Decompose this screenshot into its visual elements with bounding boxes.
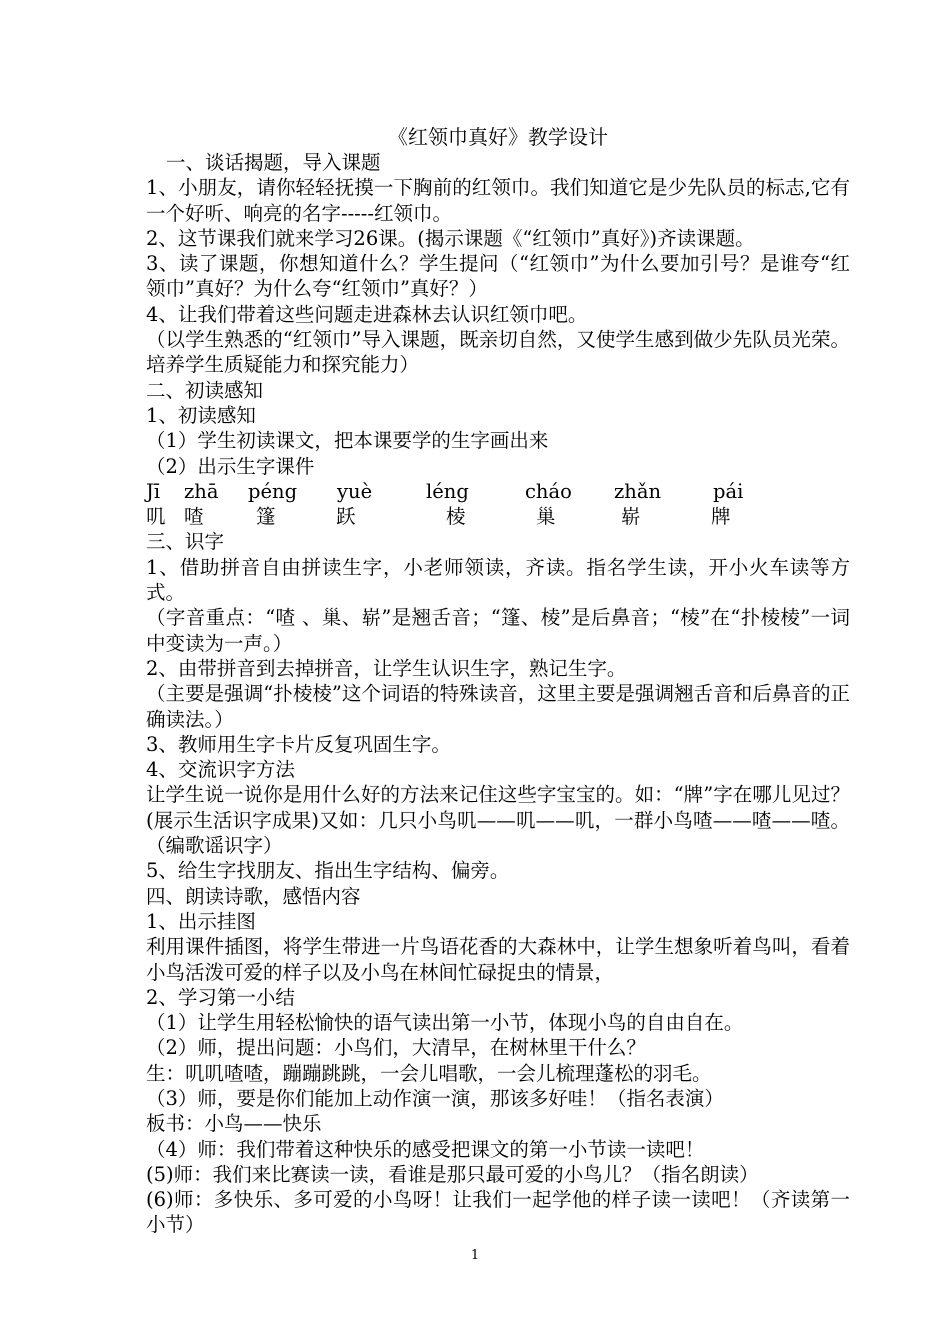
text-line: 5、给生字找朋友、指出生字结构、偏旁。	[146, 859, 510, 883]
text-line: 2、学习第一小结	[146, 985, 295, 1009]
text-line: 2、由带拼音到去掉拼音，让学生认识生字，熟记生字。	[146, 656, 627, 680]
text-line: 4、让我们带着这些问题走进森林去认识红领巾吧。	[146, 302, 588, 326]
pinyin-item: cháo	[525, 479, 572, 503]
pinyin-item: Jī	[146, 479, 161, 503]
character-item: 牌	[711, 505, 731, 529]
page-number: 1	[470, 1248, 480, 1263]
text-line: 让学生说一说你是用什么好的方法来记住这些字宝宝的。如：“牌”字在哪儿见过？(展示生活识字成果)又如：几只小鸟叽——叽——叽，一群小鸟喳——喳——喳。（编歌谣识字）	[146, 783, 850, 858]
text-line: 3、教师用生字卡片反复巩固生字。	[146, 732, 451, 756]
document-title: 《红领巾真好》教学设计	[388, 125, 608, 149]
text-line: 生：叽叽喳喳，蹦蹦跳跳，一会儿唱歌，一会儿梳理蓬松的羽毛。	[146, 1061, 712, 1085]
text-line: （2）出示生字课件	[146, 454, 315, 478]
character-item: 棱	[446, 505, 466, 529]
text-line: 1、借助拼音自由拼读生字，小老师领读，齐读。指名学生读，开小火车读等方式。	[146, 555, 850, 605]
document-page	[146, 124, 850, 1238]
text-line: 1、小朋友，请你轻轻抚摸一下胸前的红领巾。我们知道它是少先队员的标志,它有一个好听、响亮的名字-----红领巾。	[146, 176, 850, 225]
text-line: (5)师：我们来比赛读一读，看谁是那只最可爱的小鸟儿？（指名朗读）	[146, 1162, 759, 1186]
pinyin-item: yuè	[337, 479, 373, 503]
text-line: 1、初读感知	[146, 403, 256, 427]
text-line: （字音重点：“喳 、巢、崭”是翘舌音；“篷、棱”是后鼻音；“棱”在“扑棱棱”一词中变读为一声。）	[146, 606, 850, 655]
text-line: （1）学生初读课文，把本课要学的生字画出来	[146, 429, 549, 453]
section-intro	[146, 150, 850, 479]
character-item: 叽	[146, 505, 166, 529]
pinyin-item: pái	[713, 479, 744, 503]
character-item: 跃	[336, 505, 356, 529]
character-row	[146, 504, 850, 529]
text-line: 2、这节课我们就来学习26课。(揭示课题《“红领巾”真好》)齐读课题。	[146, 226, 755, 250]
text-line: 4、交流识字方法	[146, 758, 295, 782]
text-line: 二、初读感知	[146, 378, 264, 402]
text-line: 板书：小鸟——快乐	[146, 1112, 322, 1136]
text-line: 四、朗读诗歌，感悟内容	[146, 884, 361, 908]
pinyin-row	[146, 479, 850, 504]
text-line: （1）让学生用轻松愉快的语气读出第一小节，体现小鸟的自由自在。	[146, 1011, 744, 1035]
character-item: 巢	[536, 505, 556, 529]
text-line: （主要是强调“扑棱棱”这个词语的特殊读音，这里主要是强调翘舌音和后鼻音的正确读法。）	[146, 682, 850, 731]
text-line: （2）师，提出问题：小鸟们，大清早，在树林里干什么？	[146, 1036, 646, 1060]
text-line: （4）师：我们带着这种快乐的感受把课文的第一小节读一读吧！	[146, 1137, 705, 1161]
pinyin-item: zhǎn	[614, 479, 662, 503]
pinyin-item: péng	[248, 479, 298, 503]
text-line: 1、出示挂图	[146, 909, 256, 933]
text-line: (6)师：多快乐、多可爱的小鸟呀！让我们一起学他的样子读一读吧！（齐读第一小节）	[146, 1188, 850, 1237]
pinyin-item: léng	[426, 479, 469, 503]
text-line: （3）师，要是你们能加上动作演一演，那该多好哇！（指名表演）	[146, 1086, 724, 1110]
character-item: 崭	[621, 505, 641, 529]
section-body	[146, 529, 850, 1237]
character-item: 喳	[184, 505, 204, 529]
text-line: （以学生熟悉的“红领巾”导入课题，既亲切自然，又使学生感到做少先队员光荣。培养学生质疑能力和探究能力）	[146, 328, 850, 377]
character-item: 篷	[256, 505, 276, 529]
text-line: 3、读了课题，你想知道什么？学生提问（“红领巾”为什么要加引号？是谁夸“红领巾”真好？为什么夸“红领巾”真好？）	[146, 252, 850, 301]
pinyin-item: zhā	[184, 479, 219, 503]
text-line: 一、谈话揭题，导入课题	[166, 151, 381, 174]
text-line: 三、识字	[146, 530, 225, 554]
text-line: 利用课件插图，将学生带进一片鸟语花香的大森林中，让学生想象听着鸟叫，看着小鸟活泼可爱的样子以及小鸟在林间忙碌捉虫的情景，	[146, 935, 850, 984]
